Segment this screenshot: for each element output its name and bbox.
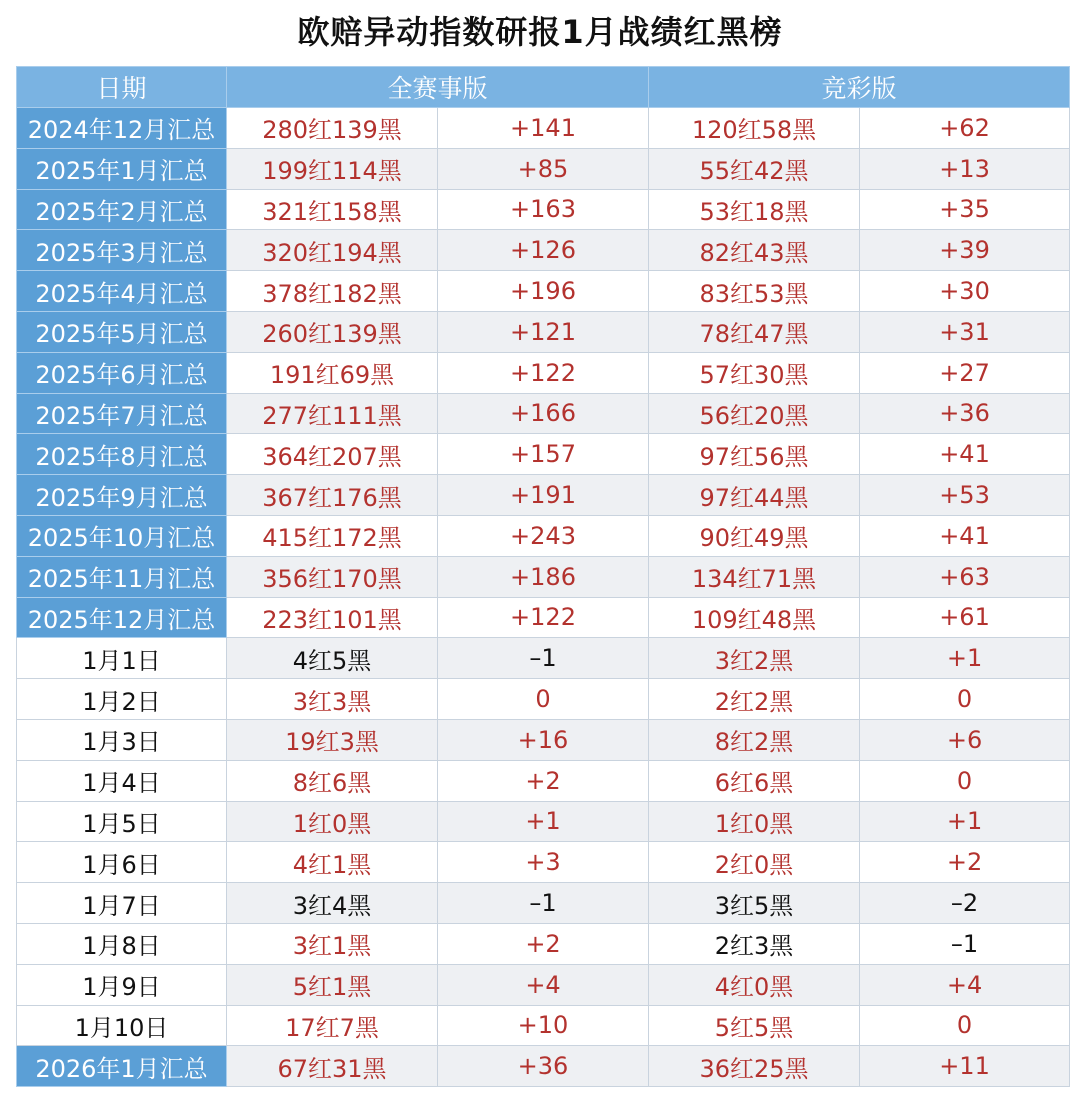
date-cell: 1月2日: [17, 679, 227, 720]
full-record-cell: 415红172黑: [227, 515, 438, 556]
lottery-net-cell: +62: [860, 108, 1070, 149]
lottery-net-cell: +41: [860, 434, 1070, 475]
date-cell: 2025年10月汇总: [17, 515, 227, 556]
lottery-net-cell: +27: [860, 352, 1070, 393]
full-net-cell: +3: [438, 842, 649, 883]
header-date: 日期: [17, 67, 227, 108]
lottery-net-cell: +2: [860, 842, 1070, 883]
lottery-record-cell: 2红3黑: [649, 923, 860, 964]
full-record-cell: 1红0黑: [227, 801, 438, 842]
date-cell: 1月9日: [17, 964, 227, 1005]
lottery-record-cell: 120红58黑: [649, 108, 860, 149]
lottery-net-cell: +63: [860, 556, 1070, 597]
lottery-net-cell: +53: [860, 475, 1070, 516]
full-net-cell: +163: [438, 189, 649, 230]
lottery-record-cell: 53红18黑: [649, 189, 860, 230]
lottery-record-cell: 1红0黑: [649, 801, 860, 842]
lottery-record-cell: 57红30黑: [649, 352, 860, 393]
table-row-daily: [17, 760, 1070, 801]
table-row-summary: [17, 311, 1070, 352]
lottery-net-cell: +11: [860, 1046, 1070, 1087]
full-record-cell: 8红6黑: [227, 760, 438, 801]
date-cell: 2024年12月汇总: [17, 108, 227, 149]
lottery-net-cell: +1: [860, 638, 1070, 679]
lottery-record-cell: 90红49黑: [649, 515, 860, 556]
record-table: [16, 66, 1070, 1087]
lottery-net-cell: +4: [860, 964, 1070, 1005]
lottery-net-cell: +41: [860, 515, 1070, 556]
full-record-cell: 223红101黑: [227, 597, 438, 638]
date-cell: 1月5日: [17, 801, 227, 842]
lottery-record-cell: 109红48黑: [649, 597, 860, 638]
lottery-net-cell: +39: [860, 230, 1070, 271]
date-cell: 2026年1月汇总: [17, 1046, 227, 1087]
full-net-cell: +122: [438, 352, 649, 393]
lottery-net-cell: +13: [860, 148, 1070, 189]
lottery-net-cell: +30: [860, 271, 1070, 312]
lottery-net-cell: 0: [860, 1005, 1070, 1046]
table-row-daily: [17, 883, 1070, 924]
date-cell: 2025年3月汇总: [17, 230, 227, 271]
lottery-record-cell: 6红6黑: [649, 760, 860, 801]
date-cell: 2025年5月汇总: [17, 311, 227, 352]
full-record-cell: 67红31黑: [227, 1046, 438, 1087]
full-net-cell: +16: [438, 719, 649, 760]
lottery-record-cell: 97红44黑: [649, 475, 860, 516]
lottery-net-cell: +61: [860, 597, 1070, 638]
full-net-cell: +157: [438, 434, 649, 475]
lottery-record-cell: 83红53黑: [649, 271, 860, 312]
full-record-cell: 17红7黑: [227, 1005, 438, 1046]
date-cell: 2025年1月汇总: [17, 148, 227, 189]
table-header-row: [17, 67, 1070, 108]
lottery-net-cell: –2: [860, 883, 1070, 924]
table-row-summary: [17, 189, 1070, 230]
full-net-cell: +196: [438, 271, 649, 312]
lottery-record-cell: 2红2黑: [649, 679, 860, 720]
date-cell: 2025年9月汇总: [17, 475, 227, 516]
table-row-summary: [17, 1046, 1070, 1087]
full-net-cell: +4: [438, 964, 649, 1005]
date-cell: 1月6日: [17, 842, 227, 883]
table-row-summary: [17, 597, 1070, 638]
full-record-cell: 260红139黑: [227, 311, 438, 352]
header-full-version: 全赛事版: [227, 67, 649, 108]
lottery-record-cell: 36红25黑: [649, 1046, 860, 1087]
lottery-net-cell: 0: [860, 760, 1070, 801]
lottery-record-cell: 4红0黑: [649, 964, 860, 1005]
table-row-summary: [17, 556, 1070, 597]
full-net-cell: +186: [438, 556, 649, 597]
full-record-cell: 3红1黑: [227, 923, 438, 964]
table-row-summary: [17, 434, 1070, 475]
lottery-net-cell: +36: [860, 393, 1070, 434]
table-row-daily: [17, 679, 1070, 720]
table-row-daily: [17, 719, 1070, 760]
table-row-summary: [17, 475, 1070, 516]
full-net-cell: –1: [438, 638, 649, 679]
full-net-cell: +2: [438, 923, 649, 964]
lottery-record-cell: 3红2黑: [649, 638, 860, 679]
lottery-record-cell: 56红20黑: [649, 393, 860, 434]
full-record-cell: 191红69黑: [227, 352, 438, 393]
full-net-cell: +166: [438, 393, 649, 434]
table-row-daily: [17, 964, 1070, 1005]
full-record-cell: 5红1黑: [227, 964, 438, 1005]
full-net-cell: +85: [438, 148, 649, 189]
full-net-cell: –1: [438, 883, 649, 924]
full-net-cell: +191: [438, 475, 649, 516]
lottery-record-cell: 82红43黑: [649, 230, 860, 271]
full-record-cell: 280红139黑: [227, 108, 438, 149]
full-record-cell: 321红158黑: [227, 189, 438, 230]
table-row-daily: [17, 638, 1070, 679]
full-record-cell: 3红3黑: [227, 679, 438, 720]
full-net-cell: 0: [438, 679, 649, 720]
lottery-net-cell: +6: [860, 719, 1070, 760]
date-cell: 1月10日: [17, 1005, 227, 1046]
full-record-cell: 320红194黑: [227, 230, 438, 271]
full-record-cell: 19红3黑: [227, 719, 438, 760]
table-row-summary: [17, 271, 1070, 312]
table-row-daily: [17, 1005, 1070, 1046]
full-net-cell: +36: [438, 1046, 649, 1087]
full-record-cell: 364红207黑: [227, 434, 438, 475]
table-row-summary: [17, 230, 1070, 271]
date-cell: 2025年2月汇总: [17, 189, 227, 230]
date-cell: 1月8日: [17, 923, 227, 964]
table-row-summary: [17, 515, 1070, 556]
lottery-net-cell: +1: [860, 801, 1070, 842]
lottery-record-cell: 55红42黑: [649, 148, 860, 189]
lottery-record-cell: 78红47黑: [649, 311, 860, 352]
date-cell: 2025年7月汇总: [17, 393, 227, 434]
full-net-cell: +2: [438, 760, 649, 801]
full-record-cell: 356红170黑: [227, 556, 438, 597]
lottery-record-cell: 2红0黑: [649, 842, 860, 883]
full-record-cell: 4红5黑: [227, 638, 438, 679]
date-cell: 2025年11月汇总: [17, 556, 227, 597]
full-net-cell: +1: [438, 801, 649, 842]
full-net-cell: +122: [438, 597, 649, 638]
table-row-summary: [17, 148, 1070, 189]
full-record-cell: 4红1黑: [227, 842, 438, 883]
header-lottery-version: 竞彩版: [649, 67, 1070, 108]
full-record-cell: 367红176黑: [227, 475, 438, 516]
date-cell: 2025年12月汇总: [17, 597, 227, 638]
full-net-cell: +243: [438, 515, 649, 556]
date-cell: 1月4日: [17, 760, 227, 801]
full-net-cell: +121: [438, 311, 649, 352]
lottery-net-cell: 0: [860, 679, 1070, 720]
table-row-summary: [17, 352, 1070, 393]
date-cell: 1月7日: [17, 883, 227, 924]
full-record-cell: 277红111黑: [227, 393, 438, 434]
full-record-cell: 3红4黑: [227, 883, 438, 924]
lottery-net-cell: +31: [860, 311, 1070, 352]
table-body: [17, 108, 1070, 1087]
lottery-net-cell: +35: [860, 189, 1070, 230]
lottery-net-cell: –1: [860, 923, 1070, 964]
date-cell: 1月3日: [17, 719, 227, 760]
lottery-record-cell: 97红56黑: [649, 434, 860, 475]
lottery-record-cell: 8红2黑: [649, 719, 860, 760]
table-row-daily: [17, 923, 1070, 964]
full-net-cell: +141: [438, 108, 649, 149]
lottery-record-cell: 3红5黑: [649, 883, 860, 924]
full-net-cell: +10: [438, 1005, 649, 1046]
table-row-summary: [17, 108, 1070, 149]
lottery-record-cell: 134红71黑: [649, 556, 860, 597]
table-row-daily: [17, 801, 1070, 842]
date-cell: 2025年8月汇总: [17, 434, 227, 475]
full-record-cell: 378红182黑: [227, 271, 438, 312]
page-title: 欧赔异动指数研报1月战绩红黑榜: [297, 13, 783, 51]
date-cell: 2025年4月汇总: [17, 271, 227, 312]
table-row-summary: [17, 393, 1070, 434]
lottery-record-cell: 5红5黑: [649, 1005, 860, 1046]
full-record-cell: 199红114黑: [227, 148, 438, 189]
date-cell: 2025年6月汇总: [17, 352, 227, 393]
table-row-daily: [17, 842, 1070, 883]
date-cell: 1月1日: [17, 638, 227, 679]
full-net-cell: +126: [438, 230, 649, 271]
